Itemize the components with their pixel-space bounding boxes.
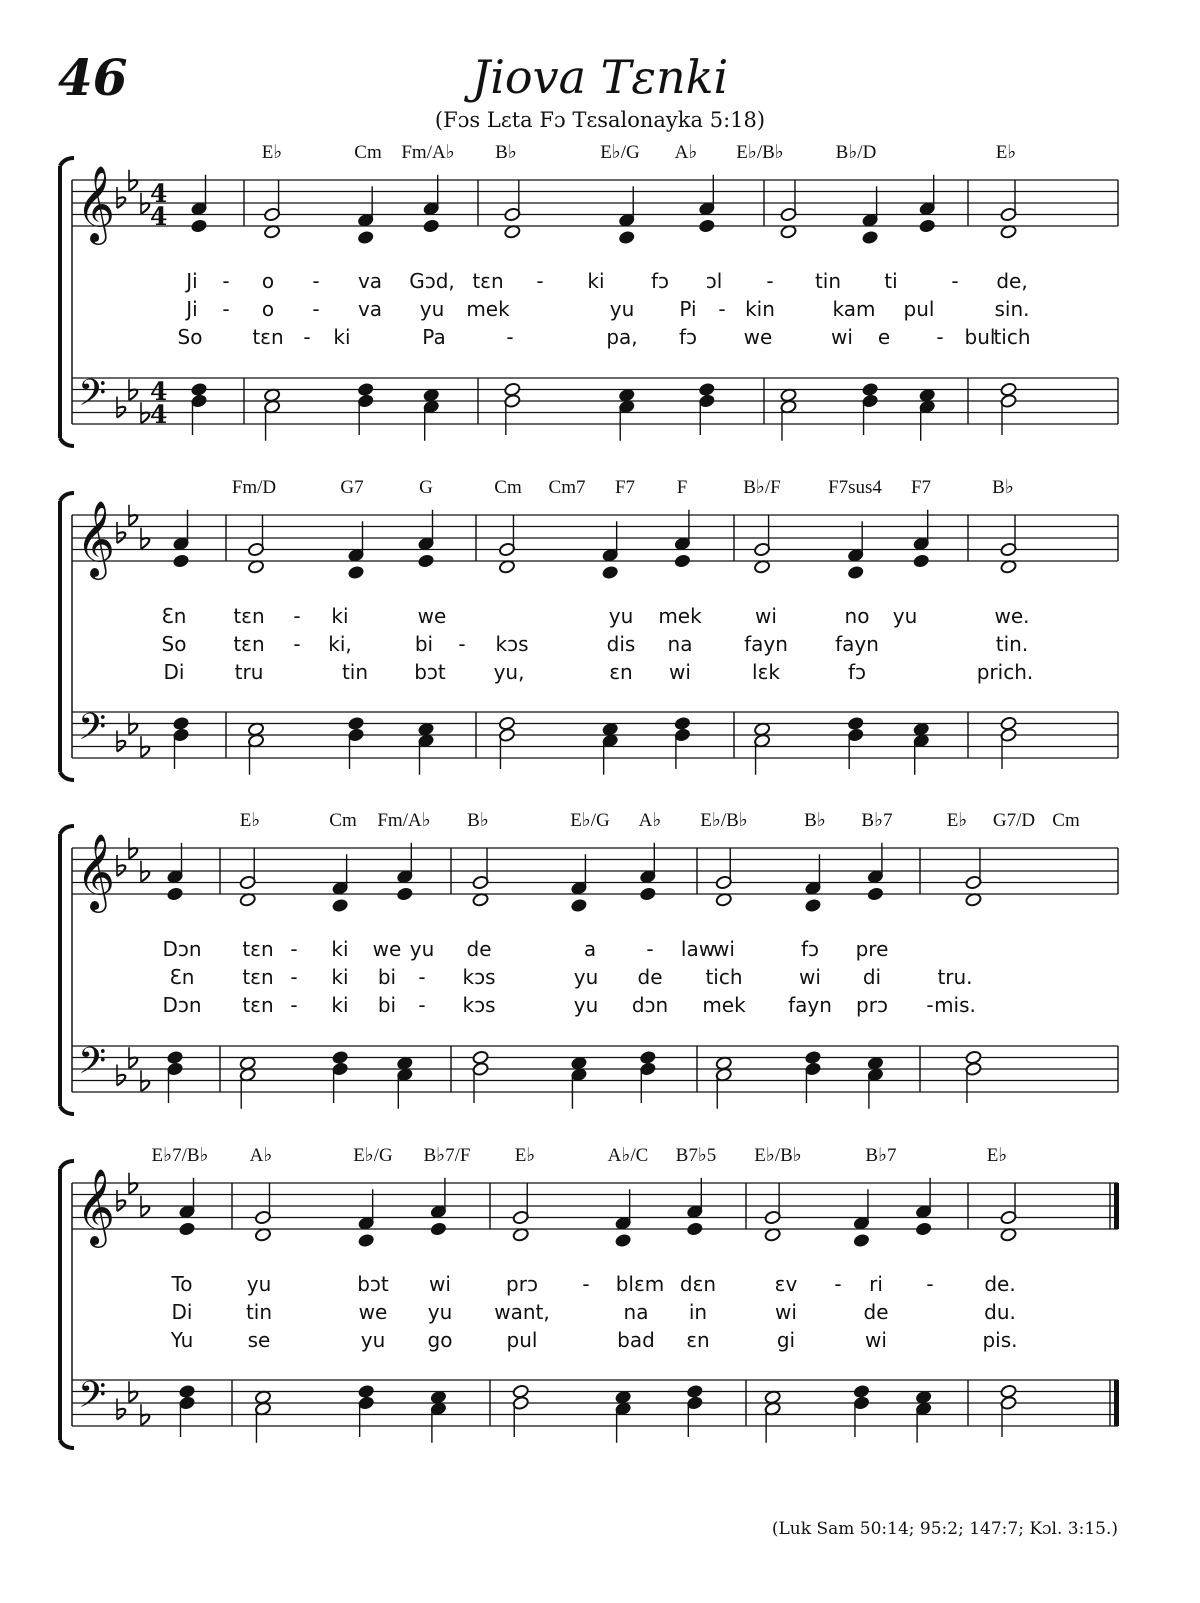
- lyric-syllable: dɔn: [631, 993, 669, 1017]
- chord-symbol: E♭: [261, 142, 283, 163]
- note-head: [804, 898, 821, 913]
- lyric-syllable: ki: [331, 937, 349, 961]
- lyric-syllable: yu: [573, 993, 599, 1017]
- chord-symbol: B♭/D: [835, 142, 877, 163]
- lyric-syllable: yu,: [493, 660, 525, 684]
- lyric-syllable: mek: [658, 604, 702, 628]
- lyric-syllable: di: [862, 965, 882, 989]
- lyric-syllable: tin: [341, 660, 369, 684]
- note-head: [862, 382, 879, 397]
- time-signature-bottom: 4: [150, 202, 168, 231]
- lyric-syllable: -: [222, 269, 230, 293]
- flat-sign: [129, 1381, 137, 1402]
- lyric-syllable: So: [177, 325, 203, 349]
- flat-sign: [117, 731, 125, 752]
- note-head: [332, 898, 349, 913]
- lyric-syllable: yu: [246, 1272, 272, 1296]
- note-head: [570, 898, 587, 913]
- note-head: [862, 230, 879, 245]
- note-head: [847, 716, 864, 731]
- treble-clef-icon: 𝄞: [76, 500, 116, 577]
- chord-symbol: E♭/G: [570, 810, 610, 831]
- time-signature-top: 4: [150, 377, 168, 406]
- lyric-syllable: we.: [994, 604, 1030, 628]
- note-head: [190, 219, 207, 234]
- lyric-syllable: ki: [331, 965, 349, 989]
- lyric-syllable: kɔs: [462, 993, 496, 1017]
- final-barline-thick: [1114, 1183, 1119, 1229]
- chord-symbol: F7: [614, 477, 636, 498]
- chord-symbol: E♭/B♭: [754, 1145, 802, 1166]
- lyric-syllable: Ji: [186, 269, 198, 293]
- lyric-syllable: -: [506, 325, 514, 349]
- note-head: [913, 554, 930, 569]
- flat-sign: [129, 379, 137, 400]
- flat-sign: [117, 1190, 125, 1211]
- lyric-syllable: tich: [993, 325, 1031, 349]
- lyric-syllable: ɛn: [686, 1328, 710, 1352]
- note-head: [178, 1222, 195, 1237]
- flat-sign: [141, 1070, 149, 1091]
- lyric-syllable: law: [680, 937, 716, 961]
- flat-sign: [117, 187, 125, 208]
- lyric-syllable: yu: [419, 297, 445, 321]
- note-head: [396, 887, 413, 902]
- flat-sign: [117, 397, 125, 418]
- lyric-syllable: fɔ: [847, 660, 867, 684]
- chord-symbol: A♭: [674, 142, 698, 163]
- note-head: [867, 887, 884, 902]
- chord-symbol: E♭/B♭: [736, 142, 784, 163]
- lyric-syllable: -: [418, 993, 426, 1017]
- lyric-syllable: de: [863, 1300, 889, 1324]
- chord-symbol: G: [419, 477, 433, 498]
- lyric-syllable: de.: [984, 1272, 1016, 1296]
- lyric-syllable: va: [357, 297, 383, 321]
- chord-symbol: A♭/C: [607, 1145, 649, 1166]
- bass-clef-icon: 𝄢: [78, 706, 107, 757]
- lyric-syllable: Di: [171, 1300, 193, 1324]
- lyric-syllable: kam: [832, 297, 876, 321]
- note-head: [358, 1233, 375, 1248]
- note-head: [698, 382, 715, 397]
- chord-symbol: Cm: [1052, 810, 1080, 831]
- lyric-syllable: yu: [608, 604, 634, 628]
- lyric-syllable: fayn: [788, 993, 832, 1017]
- lyric-syllable: tɛn: [242, 965, 274, 989]
- lyric-syllable: bi: [377, 965, 397, 989]
- lyric-syllable: -: [293, 632, 301, 656]
- chord-symbol: B♭: [467, 810, 489, 831]
- lyric-syllable: Dɔn: [162, 993, 202, 1017]
- lyric-syllable: yu: [573, 965, 599, 989]
- lyric-syllable: dis: [606, 632, 636, 656]
- flat-sign: [129, 505, 137, 526]
- lyric-syllable: Yu: [170, 1328, 194, 1352]
- lyric-syllable: sin.: [994, 297, 1030, 321]
- scripture-reference: (Luk Sam 50:14; 95:2; 147:7; Kɔl. 3:15.): [771, 1519, 1118, 1539]
- chord-symbol: G7: [340, 477, 364, 498]
- note-head: [853, 1233, 870, 1248]
- note-head: [166, 887, 183, 902]
- lyric-syllable: tin: [245, 1300, 273, 1324]
- lyric-syllable: wi: [429, 1272, 451, 1296]
- lyric-syllable: Dɔn: [162, 937, 202, 961]
- treble-clef-icon: 𝄞: [76, 165, 116, 242]
- lyric-syllable: prɔ: [856, 993, 888, 1017]
- note-head: [919, 219, 936, 234]
- lyric-syllable: ki,: [328, 632, 352, 656]
- lyric-syllable: fayn: [835, 632, 879, 656]
- lyric-syllable: yu: [360, 1328, 386, 1352]
- lyric-syllable: -: [290, 993, 298, 1017]
- lyric-syllable: tru: [234, 660, 264, 684]
- chord-symbol: Cm: [329, 810, 357, 831]
- chord-symbol: E♭: [514, 1145, 536, 1166]
- lyric-syllable: lɛk: [752, 660, 780, 684]
- lyric-syllable: we: [417, 604, 447, 628]
- note-head: [358, 1384, 375, 1399]
- note-head: [417, 554, 434, 569]
- lyric-syllable: e: [877, 325, 891, 349]
- lyric-syllable: bi: [414, 632, 434, 656]
- lyric-syllable: ri: [869, 1272, 883, 1296]
- chord-symbol: B♭7: [861, 810, 893, 831]
- lyric-syllable: pa,: [606, 325, 638, 349]
- lyric-syllable: -: [312, 269, 320, 293]
- lyric-syllable: ki: [587, 269, 605, 293]
- note-head: [172, 716, 189, 731]
- note-head: [674, 716, 691, 731]
- lyric-syllable: Pi: [679, 297, 697, 321]
- lyric-syllable: du.: [984, 1300, 1016, 1324]
- chord-symbol: G7/D: [992, 810, 1036, 831]
- note-head: [615, 1233, 632, 1248]
- lyric-syllable: mis.: [934, 993, 976, 1017]
- lyric-syllable: o: [261, 269, 275, 293]
- lyric-syllable: ɛv: [774, 1272, 798, 1296]
- chord-symbol: E♭: [946, 810, 968, 831]
- lyric-syllable: tɛn: [252, 325, 284, 349]
- note-head: [686, 1222, 703, 1237]
- lyric-syllable: bul: [964, 325, 996, 349]
- lyric-syllable: -: [222, 297, 230, 321]
- chord-symbol: B♭7/F: [423, 1145, 471, 1166]
- chord-symbol: Fm/A♭: [377, 810, 431, 831]
- note-head: [853, 1384, 870, 1399]
- lyric-syllable: ki: [331, 604, 349, 628]
- lyric-syllable: want,: [494, 1300, 550, 1324]
- final-barline-thick: [1114, 1380, 1119, 1426]
- note-head: [166, 1050, 183, 1065]
- lyric-syllable: kin: [745, 297, 775, 321]
- flat-sign: [129, 170, 137, 191]
- lyric-syllable: bɔt: [357, 1272, 389, 1296]
- lyric-syllable: we: [743, 325, 773, 349]
- lyric-syllable: se: [247, 1328, 271, 1352]
- note-head: [639, 887, 656, 902]
- note-head: [332, 1050, 349, 1065]
- lyric-syllable: pis.: [982, 1328, 1018, 1352]
- lyric-syllable: wi: [713, 937, 735, 961]
- lyric-syllable: -: [582, 1272, 590, 1296]
- lyric-syllable: -: [290, 937, 298, 961]
- lyric-syllable: To: [171, 1272, 193, 1296]
- lyric-syllable: tɛn: [233, 604, 265, 628]
- note-head: [190, 382, 207, 397]
- lyric-syllable: bad: [617, 1328, 655, 1352]
- chord-symbol: E♭: [239, 810, 261, 831]
- lyric-syllable: -: [834, 1272, 842, 1296]
- lyric-syllable: bi: [377, 993, 397, 1017]
- lyric-syllable: prich.: [976, 660, 1034, 684]
- lyric-syllable: -: [936, 325, 944, 349]
- chord-symbol: E♭/G: [600, 142, 640, 163]
- lyric-syllable: -: [951, 269, 959, 293]
- note-head: [847, 565, 864, 580]
- lyric-syllable: na: [667, 632, 693, 656]
- lyric-syllable: fayn: [744, 632, 788, 656]
- lyric-syllable: -: [303, 325, 311, 349]
- lyric-syllable: kɔs: [495, 632, 529, 656]
- lyric-syllable: pre: [855, 937, 889, 961]
- lyric-syllable: wi: [799, 965, 821, 989]
- lyric-syllable: tin.: [995, 632, 1029, 656]
- chord-symbol: E♭/G: [353, 1145, 393, 1166]
- flat-sign: [117, 1065, 125, 1086]
- lyric-syllable: -: [418, 965, 426, 989]
- chord-symbol: F7sus4: [828, 477, 882, 498]
- note-head: [357, 230, 374, 245]
- chord-symbol: E♭: [986, 1145, 1008, 1166]
- lyric-syllable: we: [358, 1300, 388, 1324]
- lyric-syllable: yu: [427, 1300, 453, 1324]
- lyric-syllable: yu: [409, 937, 435, 961]
- lyric-syllable: tɛn: [242, 937, 274, 961]
- lyric-syllable: fɔ: [650, 269, 670, 293]
- lyric-syllable: -: [646, 937, 654, 961]
- lyric-syllable: o: [261, 297, 275, 321]
- lyric-syllable: tɛn: [242, 993, 274, 1017]
- lyric-syllable: de,: [996, 269, 1028, 293]
- lyric-syllable: blɛm: [615, 1272, 665, 1296]
- lyric-syllable: -: [290, 965, 298, 989]
- lyric-syllable: wi: [831, 325, 853, 349]
- lyric-syllable: -: [926, 1272, 934, 1296]
- lyric-syllable: pul: [903, 297, 935, 321]
- chord-symbol: B♭: [804, 810, 826, 831]
- flat-sign: [141, 402, 149, 423]
- flat-sign: [129, 1047, 137, 1068]
- lyric-syllable: wi: [669, 660, 691, 684]
- chord-symbol: Fm/A♭: [401, 142, 455, 163]
- lyric-syllable: fɔ: [800, 937, 820, 961]
- flat-sign: [141, 1404, 149, 1425]
- lyric-syllable: ɔl: [705, 269, 723, 293]
- flat-sign: [129, 713, 137, 734]
- chord-symbol: Cm7: [548, 477, 586, 498]
- lyric-syllable: yu: [609, 297, 635, 321]
- lyric-syllable: -: [536, 269, 544, 293]
- note-head: [423, 219, 440, 234]
- chord-symbol: B♭7: [865, 1145, 897, 1166]
- note-head: [357, 382, 374, 397]
- lyric-syllable: Ɛn: [169, 965, 195, 989]
- chord-symbol: B7♭5: [675, 1145, 717, 1166]
- note-head: [178, 1384, 195, 1399]
- note-head: [698, 219, 715, 234]
- lyric-syllable: in: [688, 1300, 708, 1324]
- lyric-syllable: -: [458, 632, 466, 656]
- lyric-syllable: de: [466, 937, 492, 961]
- note-head: [430, 1222, 447, 1237]
- bass-clef-icon: 𝄢: [78, 372, 107, 423]
- lyric-syllable: gi: [776, 1328, 796, 1352]
- flat-sign: [141, 528, 149, 549]
- treble-clef-icon: 𝄞: [76, 1168, 116, 1245]
- flat-sign: [117, 855, 125, 876]
- lyric-syllable: wi: [775, 1300, 797, 1324]
- chord-symbol: F7: [910, 477, 932, 498]
- lyric-syllable: we: [372, 937, 402, 961]
- treble-clef-icon: 𝄞: [76, 833, 116, 910]
- note-head: [804, 1050, 821, 1065]
- note-head: [915, 1222, 932, 1237]
- chord-symbol: E♭/B♭: [700, 810, 748, 831]
- bass-clef-icon: 𝄢: [78, 1040, 107, 1091]
- lyric-syllable: de: [637, 965, 663, 989]
- lyric-syllable: mek: [702, 993, 746, 1017]
- chord-symbol: A♭: [249, 1145, 273, 1166]
- chord-symbol: F: [676, 477, 688, 498]
- lyric-syllable: Di: [163, 660, 185, 684]
- note-head: [674, 554, 691, 569]
- lyric-syllable: prɔ: [506, 1272, 538, 1296]
- chord-symbol: Fm/D: [231, 477, 277, 498]
- note-head: [347, 565, 364, 580]
- note-head: [686, 1384, 703, 1399]
- lyric-syllable: So: [161, 632, 187, 656]
- lyric-syllable: wi: [865, 1328, 887, 1352]
- lyric-syllable: -: [718, 297, 726, 321]
- hymn-subtitle: (Fɔs Lɛta Fɔ Tɛsalonayka 5:18): [434, 108, 766, 132]
- flat-sign: [141, 736, 149, 757]
- chord-symbol: A♭: [638, 810, 662, 831]
- flat-sign: [141, 1196, 149, 1217]
- flat-sign: [117, 1399, 125, 1420]
- note-head: [639, 1050, 656, 1065]
- lyric-syllable: mek: [466, 297, 510, 321]
- hymn-number: 46: [58, 48, 128, 107]
- note-head: [602, 565, 619, 580]
- lyric-syllable: tɛn: [233, 632, 265, 656]
- flat-sign: [117, 522, 125, 543]
- lyric-syllable: ti: [884, 269, 898, 293]
- chord-symbol: B♭: [495, 142, 517, 163]
- flat-sign: [141, 193, 149, 214]
- lyric-syllable: Gɔd,: [409, 269, 455, 293]
- chord-symbol: Cm: [494, 477, 522, 498]
- lyric-syllable: ki: [331, 993, 349, 1017]
- lyric-syllable: -: [293, 604, 301, 628]
- lyric-syllable: wi: [755, 604, 777, 628]
- lyric-syllable: tru.: [937, 965, 973, 989]
- chord-symbol: E♭7/B♭: [151, 1145, 209, 1166]
- note-head: [347, 716, 364, 731]
- lyric-syllable: a: [583, 937, 597, 961]
- note-head: [618, 230, 635, 245]
- hymn-title: Jiova Tɛnki: [471, 50, 729, 104]
- lyric-syllable: tin: [814, 269, 842, 293]
- lyric-syllable: kɔs: [462, 965, 496, 989]
- flat-sign: [129, 838, 137, 859]
- flat-sign: [129, 1173, 137, 1194]
- lyric-syllable: ɛn: [609, 660, 633, 684]
- note-head: [172, 554, 189, 569]
- lyric-syllable: Ji: [186, 297, 198, 321]
- chord-symbol: Cm: [354, 142, 382, 163]
- lyric-syllable: go: [427, 1328, 453, 1352]
- flat-sign: [141, 861, 149, 882]
- lyric-syllable: dɛn: [679, 1272, 717, 1296]
- lyric-syllable: yu: [892, 604, 918, 628]
- lyric-syllable: Ɛn: [161, 604, 187, 628]
- lyric-syllable: no: [844, 604, 870, 628]
- lyric-syllable: Pa: [422, 325, 446, 349]
- lyric-syllable: na: [623, 1300, 649, 1324]
- chord-symbol: B♭/F: [743, 477, 781, 498]
- lyric-syllable: -: [926, 993, 934, 1017]
- lyric-syllable: tich: [705, 965, 743, 989]
- chord-symbol: E♭: [995, 142, 1017, 163]
- lyric-syllable: ki: [333, 325, 351, 349]
- bass-clef-icon: 𝄢: [78, 1374, 107, 1425]
- lyric-syllable: va: [357, 269, 383, 293]
- time-signature-top: 4: [150, 179, 168, 208]
- lyric-syllable: tɛn: [472, 269, 504, 293]
- lyric-syllable: -: [312, 297, 320, 321]
- lyric-syllable: pul: [506, 1328, 538, 1352]
- lyric-syllable: fɔ: [678, 325, 698, 349]
- lyric-syllable: bɔt: [414, 660, 446, 684]
- time-signature-bottom: 4: [150, 400, 168, 429]
- lyric-syllable: -: [766, 269, 774, 293]
- chord-symbol: B♭: [992, 477, 1014, 498]
